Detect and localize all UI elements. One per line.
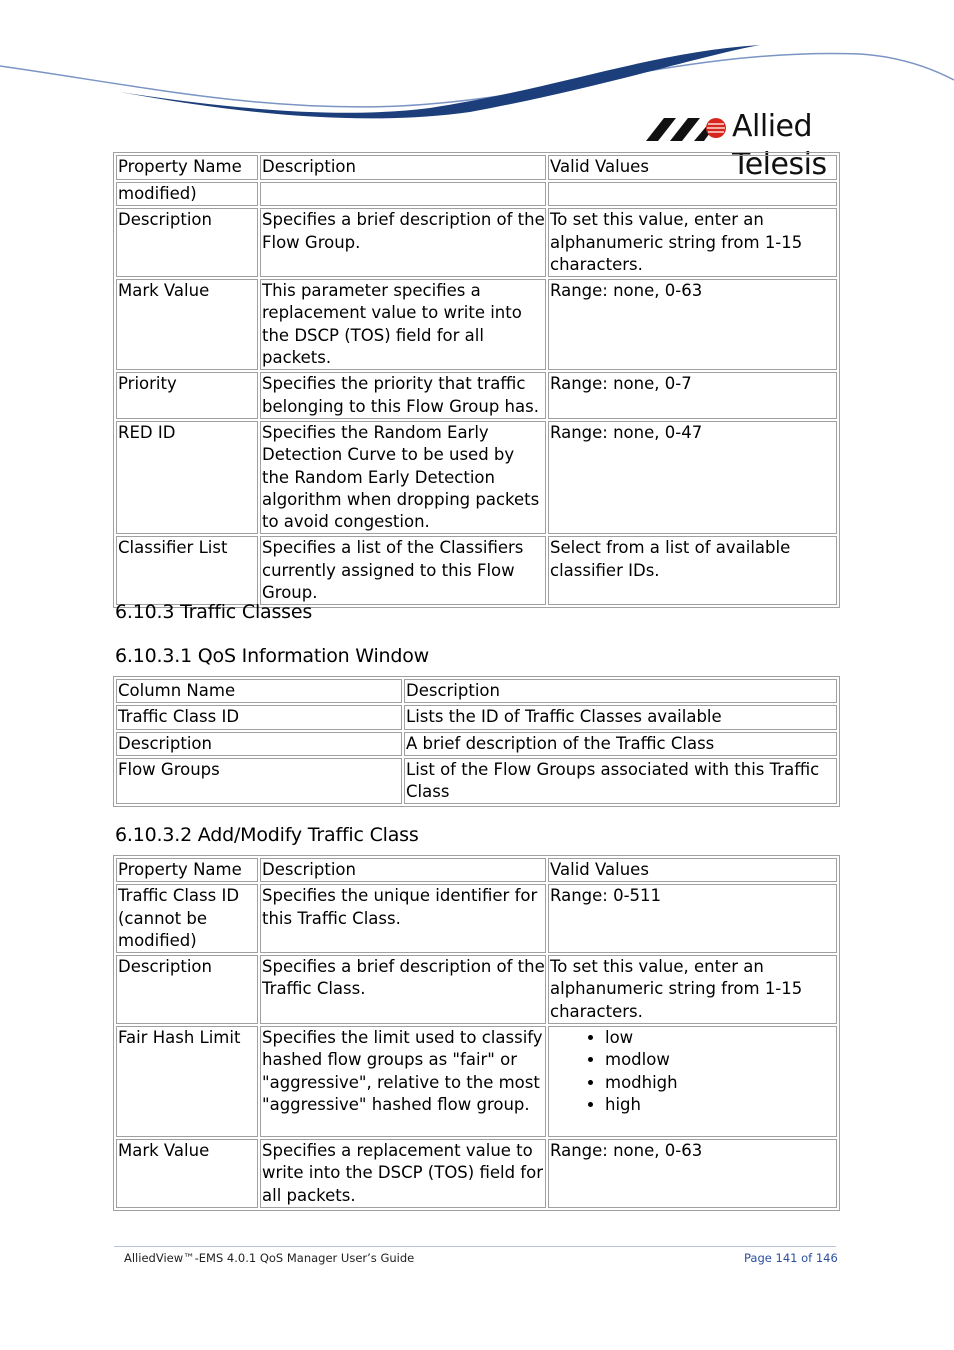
table-header-row (116, 679, 837, 703)
cell-description: Specifies the limit used to classify hashed flow groups as "fair" or "aggressive", relative to the most "aggressive" hashed flow group. (260, 1026, 546, 1137)
list-item: • modhigh (605, 1072, 836, 1094)
section-heading-add-modify-traffic-class: 6.10.3.2 Add/Modify Traffic Class (115, 824, 419, 846)
cell-column-name: Flow Groups (116, 758, 402, 805)
flow-group-properties-table (113, 152, 840, 608)
cell-column-name: Traffic Class ID (116, 705, 402, 729)
header-column-name: Column Name (116, 679, 402, 703)
section-heading-qos-information-window: 6.10.3.1 QoS Information Window (115, 645, 430, 667)
cell-description (260, 182, 546, 206)
fair-hash-limit-values-list (550, 1027, 836, 1116)
table-row (116, 1026, 837, 1137)
list-item: • low (605, 1027, 836, 1049)
cell-property: Priority (116, 372, 258, 419)
cell-valid-values: Range: none, 0-63 (548, 1139, 837, 1208)
table-header-row (116, 858, 837, 882)
cell-property: Mark Value (116, 279, 258, 370)
footer-document-title: AlliedView™-EMS 4.0.1 QoS Manager User’s Guide (124, 1251, 415, 1265)
header-valid-values: Valid Values (548, 858, 837, 882)
cell-description: Specifies a list of the Classifiers currently assigned to this Flow Group. (260, 536, 546, 605)
cell-valid-values (548, 1026, 837, 1137)
table-row (116, 279, 837, 370)
list-item: • modlow (605, 1049, 836, 1071)
cell-column-name: Description (116, 732, 402, 756)
table-header-row (116, 155, 837, 180)
section-heading-traffic-classes: 6.10.3 Traffic Classes (115, 601, 313, 623)
cell-valid-values: Range: none, 0-7 (548, 372, 837, 419)
cell-valid-values: To set this value, enter an alphanumeric string from 1-15 characters. (548, 955, 837, 1024)
cell-description: Specifies a brief description of the Flow Group. (260, 208, 546, 277)
allied-telesis-logo-mark-icon (646, 114, 728, 142)
cell-description: Specifies a brief description of the Traffic Class. (260, 955, 546, 1024)
cell-description: Specifies the priority that traffic belonging to this Flow Group has. (260, 372, 546, 419)
cell-valid-values: Range: 0-511 (548, 884, 837, 953)
header-property-name: Property Name (116, 155, 258, 180)
table-row (116, 705, 837, 729)
footer-page-number: Page 141 of 146 (744, 1251, 838, 1265)
header-property-name: Property Name (116, 858, 258, 882)
cell-property: Traffic Class ID (cannot be modified) (116, 884, 258, 953)
cell-valid-values: Range: none, 0-47 (548, 421, 837, 534)
qos-information-columns-table (113, 676, 840, 807)
cell-property: RED ID (116, 421, 258, 534)
table-row (116, 372, 837, 419)
header-description: Description (260, 858, 546, 882)
cell-property: Mark Value (116, 1139, 258, 1208)
cell-description: Specifies the Random Early Detection Curve to be used by the Random Early Detection algorithm when dropping packets to avoid congestion. (260, 421, 546, 534)
cell-property: Classifier List (116, 536, 258, 605)
logo-wordmark: Allied Telesis (732, 109, 827, 182)
cell-property: Description (116, 955, 258, 1024)
cell-description: Specifies the unique identifier for this Traffic Class. (260, 884, 546, 953)
cell-property: Fair Hash Limit (116, 1026, 258, 1137)
header-description: Description (404, 679, 837, 703)
table-row (116, 536, 837, 605)
table-row (116, 732, 837, 756)
table-row (116, 955, 837, 1024)
cell-valid-values: Select from a list of available classifier IDs. (548, 536, 837, 605)
footer-divider (114, 1246, 836, 1247)
list-item: • high (605, 1094, 836, 1116)
allied-telesis-logo (646, 108, 898, 182)
table-row (116, 421, 837, 534)
cell-valid-values: Range: none, 0-63 (548, 279, 837, 370)
table-row (116, 208, 837, 277)
table-row (116, 884, 837, 953)
cell-description: Lists the ID of Traffic Classes available (404, 705, 837, 729)
cell-valid-values: To set this value, enter an alphanumeric string from 1-15 characters. (548, 208, 837, 277)
header-valid-values: Valid Values (548, 155, 837, 180)
cell-property: modified) (116, 182, 258, 206)
cell-property: Description (116, 208, 258, 277)
traffic-class-properties-table (113, 855, 840, 1211)
cell-description: A brief description of the Traffic Class (404, 732, 837, 756)
cell-description: Specifies a replacement value to write into the DSCP (TOS) field for all packets. (260, 1139, 546, 1208)
cell-valid-values (548, 182, 837, 206)
table-row (116, 1139, 837, 1208)
table-row (116, 182, 837, 206)
cell-description: This parameter specifies a replacement value to write into the DSCP (TOS) field for all packets. (260, 279, 546, 370)
cell-description: List of the Flow Groups associated with this Traffic Class (404, 758, 837, 805)
header-description: Description (260, 155, 546, 180)
table-row (116, 758, 837, 805)
